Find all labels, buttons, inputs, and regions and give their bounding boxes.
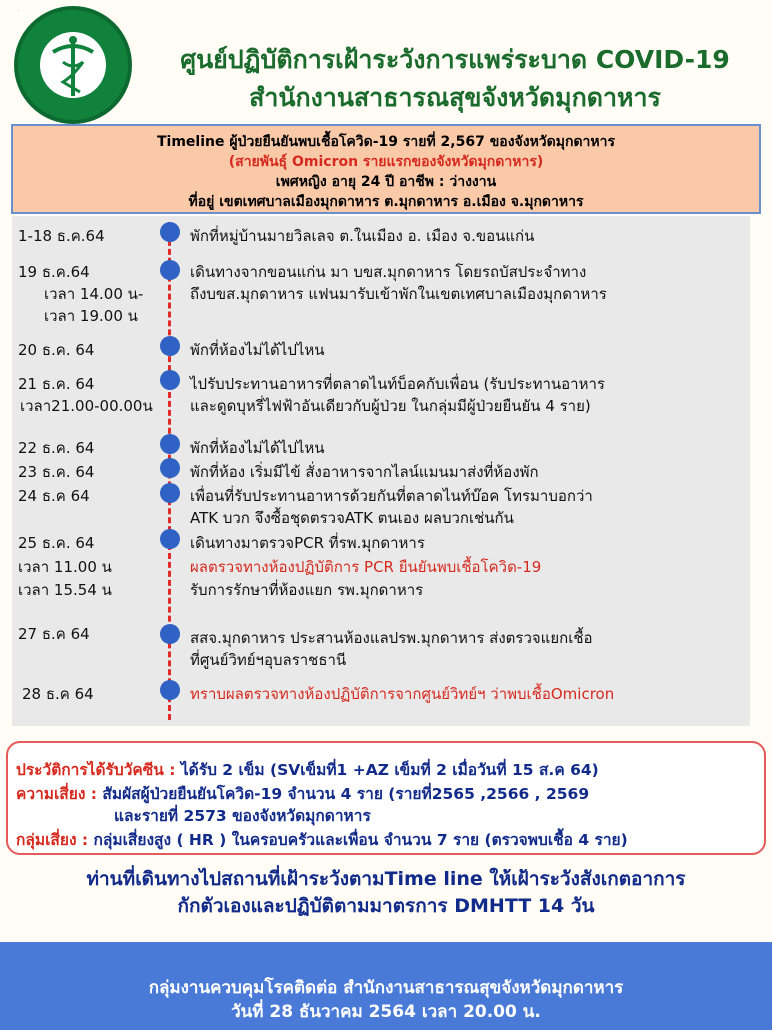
timeline-dot (160, 260, 180, 280)
timeline-text: ATK บวก จึงซื้อชุดตรวจATK ตนเอง ผลบวกเช่นกัน (190, 509, 514, 527)
footer (0, 942, 772, 1030)
patient-line-2: (สายพันธุ์ Omicron รายแรกของจังหวัดมุกดาหาร) (228, 154, 544, 170)
vaccine-value: ได้รับ 2 เข็ม (SVเข็มที่1 +AZ เข็มที่ 2 เมื่อวันที่ 15 ส.ค 64) (175, 761, 599, 779)
warning-message (0, 866, 772, 920)
warning-line-1: ท่านที่เดินทางไปสถานที่เฝ้าระวังตามTime line ให้เฝ้าระวังสังเกตอาการ (86, 868, 686, 890)
timeline-dot (160, 434, 180, 454)
patient-info-box (11, 124, 761, 214)
timeline-date: 25 ธ.ค. 64 (18, 534, 95, 552)
timeline-time: เวลา 19.00 น (44, 307, 138, 325)
timeline-dot (160, 680, 180, 700)
timeline-text: พักที่หมู่บ้านมายวิลเลจ ต.ในเมือง อ. เมือง จ.ขอนแก่น (190, 227, 535, 245)
timeline-date: 28 ธ.ค 64 (22, 685, 94, 703)
header-title-2: สำนักงานสาธารณสุขจังหวัดมุกดาหาร (249, 83, 661, 112)
timeline-text: ไปรับประทานอาหารที่ตลาดไนท์บ็อคกับเพื่อน (รับประทานอาหาร (190, 375, 605, 393)
timeline-time: เวลา 15.54 น (18, 581, 112, 599)
timeline-text: สสจ.มุกดาหาร ประสานห้องแลปรพ.มุกดาหาร ส่งตรวจแยกเชื้อ (190, 629, 593, 647)
timeline-date: 1-18 ธ.ค.64 (18, 227, 105, 245)
timeline-dot (160, 370, 180, 390)
header-title-1: ศูนย์ปฏิบัติการเฝ้าระวังการแพร่ระบาด COVID-19 (180, 45, 730, 74)
risk-label: ความเสี่ยง : (16, 785, 97, 803)
timeline-text: พักที่ห้อง เริ่มมีไข้ สั่งอาหารจากไลน์แมนมาส่งที่ห้องพัก (190, 463, 539, 481)
caduceus-icon (18, 10, 128, 120)
timeline-text: เพื่อนที่รับประทานอาหารด้วยกันที่ตลาดไนท์บ๊อค โทรมาบอกว่า (190, 487, 593, 505)
risk-group-value: กลุ่มเสี่ยงสูง ( HR ) ในครอบครัวและเพื่อน จำนวน 7 ราย (ตรวจพบเชื้อ 4 ราย) (88, 831, 628, 849)
vaccine-label: ประวัติการได้รับวัคซีน : (16, 761, 176, 779)
timeline-dot (160, 483, 180, 503)
timeline-text: พักที่ห้องไม่ได้ไปไหน (190, 341, 325, 359)
timeline-dot (160, 624, 180, 644)
timeline-text: ถึงบขส.มุกดาหาร แฟนมารับเข้าพักในเขตเทศบาลเมืองมุกดาหาร (190, 285, 607, 303)
timeline-dot (160, 336, 180, 356)
timeline-text: พักที่ห้องไม่ได้ไปไหน (190, 439, 325, 457)
timeline-time: เวลา21.00-00.00น (20, 397, 153, 415)
ministry-logo (14, 6, 132, 124)
timeline-text: เดินทางจากขอนแก่น มา บขส.มุกดาหาร โดยรถบัสประจำทาง (190, 263, 587, 281)
risk-row-cont: และรายที่ 2573 ของจังหวัดมุกดาหาร (114, 807, 371, 825)
timeline-dot (160, 458, 180, 478)
risk-box (6, 741, 766, 855)
timeline-text: ที่ศูนย์วิทย์ฯอุบลราชธานี (190, 651, 347, 669)
risk-value: สัมผัสผู้ป่วยยืนยันโควิด-19 จำนวน 4 ราย (รายที่2565 ,2566 , 2569 (97, 785, 590, 803)
risk-group-label: กลุ่มเสี่ยง : (16, 831, 89, 849)
footer-line-2: วันที่ 28 ธันวาคม 2564 เวลา 20.00 น. (231, 1002, 541, 1022)
logo-text (18, 10, 19, 11)
patient-line-4: ที่อยู่ เขตเทศบาลเมืองมุกดาหาร ต.มุกดาหาร อ.เมือง จ.มุกดาหาร (188, 194, 584, 210)
risk-group-row (16, 827, 628, 852)
timeline-date: 24 ธ.ค 64 (18, 487, 90, 505)
timeline-text: รับการรักษาที่ห้องแยก รพ.มุกดาหาร (190, 581, 424, 599)
timeline-time: เวลา 11.00 น (18, 558, 112, 576)
timeline-date: 27 ธ.ค 64 (18, 625, 90, 643)
timeline-date: 22 ธ.ค. 64 (18, 439, 95, 457)
timeline-date: 20 ธ.ค. 64 (18, 341, 95, 359)
timeline-dot (160, 222, 180, 242)
patient-line-3: เพศหญิง อายุ 24 ปี อาชีพ : ว่างงาน (275, 174, 497, 190)
timeline-dot (160, 529, 180, 549)
vaccine-row (16, 757, 599, 782)
warning-line-2: กักตัวเองและปฏิบัติตามมาตรการ DMHTT 14 วัน (177, 895, 595, 917)
timeline-date: 19 ธ.ค.64 (18, 263, 90, 281)
timeline-text-highlight: ทราบผลตรวจทางห้องปฏิบัติการจากศูนย์วิทย์ฯ ว่าพบเชื้อOmicron (190, 685, 615, 703)
timeline-time: เวลา 14.00 น- (44, 285, 144, 303)
footer-line-1: กลุ่มงานควบคุมโรคติดต่อ สำนักงานสาธารณสุขจังหวัดมุกดาหาร (148, 978, 624, 998)
timeline-text: เดินทางมาตรวจPCR ที่รพ.มุกดาหาร (190, 534, 425, 552)
patient-line-1: Timeline ผู้ป่วยยืนยันพบเชื้อโควิด-19 รายที่ 2,567 ของจังหวัดมุกดาหาร (156, 134, 616, 150)
timeline-date: 21 ธ.ค. 64 (18, 375, 95, 393)
timeline-text: และดูดบุหรี่ไฟฟ้าอันเดียวกับผู้ป่วย ในกลุ่มมีผู้ป่วยยืนยัน 4 ราย) (190, 397, 591, 415)
timeline-date: 23 ธ.ค. 64 (18, 463, 95, 481)
timeline-text-highlight: ผลตรวจทางห้องปฏิบัติการ PCR ยืนยันพบเชื้อโควิด-19 (190, 558, 542, 576)
